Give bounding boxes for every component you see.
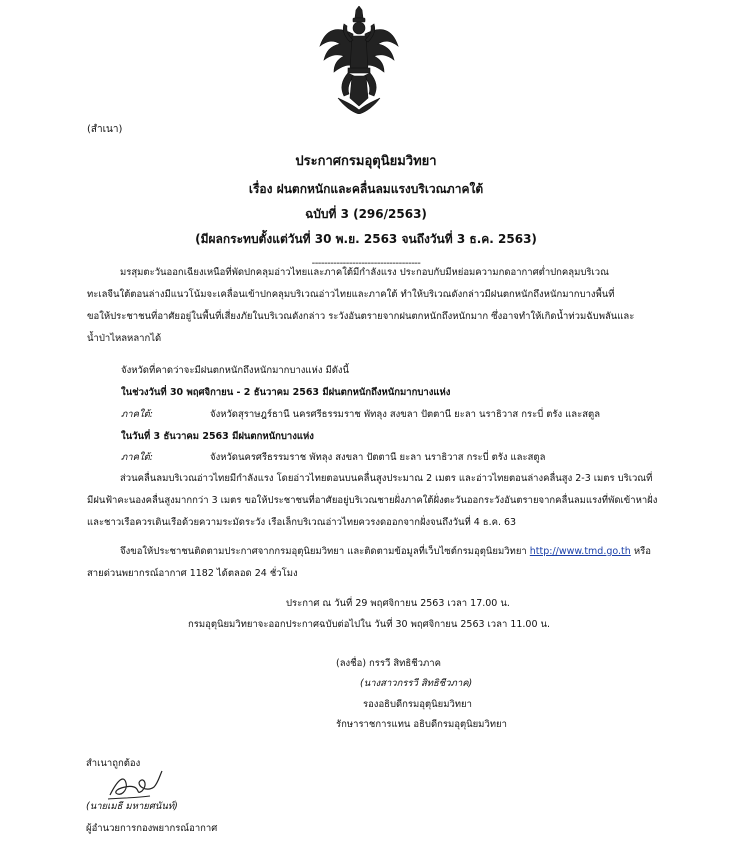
paragraph-line: [87, 541, 651, 563]
certified-copy-label: สำเนาถูกต้อง: [86, 758, 141, 769]
signer-position: รองอธิบดีกรมอุตุนิยมวิทยา: [363, 699, 472, 710]
certifier-position: ผู้อำนวยการกองพยากรณ์อากาศ: [86, 823, 218, 834]
period1-region-text: จังหวัดสุราษฎร์ธานี นครศรีธรรมราช พัทลุง สงขลา ปัตตานี ยะลา นราธิวาส กระบี่ ตรัง และสตูล: [210, 409, 601, 420]
effective-period: (มีผลกระทบตั้งแต่วันที่ 30 พ.ย. 2563 จนถึงวันที่ 3 ธ.ค. 2563): [195, 232, 537, 246]
paragraph-waves: [87, 468, 657, 534]
paragraph-line: ส่วนคลื่นลมบริเวณอ่าวไทยมีกำลังแรง โดยอ่าวไทยตอนบนคลื่นสูงประมาณ 2 เมตร และอ่าวไทยตอนล่างคลื่นสูง 2-3 เมตร บริเวณที่: [120, 473, 653, 484]
period1-heading: ในช่วงวันที่ 30 พฤศจิกายน - 2 ธันวาคม 2563 มีฝนตกหนักถึงหนักมากบางแห่ง: [121, 387, 451, 398]
paragraph-line: มีฝนฟ้าคะนองคลื่นสูงมากกว่า 3 เมตร ขอให้ประชาชนที่อาศัยอยู่บริเวณชายฝั่งภาคใต้ฝั่งตะวันออกระวังอันตรายจากคลื่นลมแรงที่พัดเข้าหาฝั่ง: [87, 495, 658, 506]
period2-region-label: ภาคใต้:: [121, 452, 153, 463]
paragraph-line: และชาวเรือควรเดินเรือด้วยความระมัดระวัง เรือเล็กบริเวณอ่าวไทยควรงดออกจากฝั่งจนถึงวันที่ 4 ธ.ค. 63: [87, 517, 517, 528]
garuda-emblem-icon: [318, 6, 400, 114]
tmd-website-link[interactable]: http://www.tmd.go.th: [529, 546, 631, 557]
paragraph-line: ขอให้ประชาชนที่อาศัยอยู่ในพื้นที่เสี่ยงภัยในบริเวณดังกล่าว ระวังอันตรายจากฝนตกหนักถึงหนักมาก ซึ่งอาจทำให้เกิดน้ำท่วมฉับพลันและ: [87, 311, 635, 322]
handwritten-signature-icon: [100, 765, 170, 803]
followup-text: จึงขอให้ประชาชนติดตามประกาศจากกรมอุตุนิยมวิทยา และติดตามข้อมูลที่เว็บไซต์กรมอุตุนิยมวิทยา: [120, 546, 527, 557]
period2-region-text: จังหวัดนครศรีธรรมราช พัทลุง สงขลา ปัตตานี ยะลา นราธิวาส กระบี่ ตรัง และสตูล: [210, 452, 546, 463]
period1-region-label: ภาคใต้:: [121, 409, 153, 420]
provinces-intro: จังหวัดที่คาดว่าจะมีฝนตกหนักถึงหนักมากบางแห่ง มีดังนี้: [121, 365, 350, 376]
signer-name: (นางสาวกรรวี สิทธิชีวภาค): [360, 678, 473, 689]
followup-suffix: หรือ: [633, 546, 651, 557]
page-title: ประกาศกรมอุตุนิยมวิทยา: [295, 154, 437, 169]
copy-mark: (สำเนา): [87, 124, 123, 135]
period2-heading: ในวันที่ 3 ธันวาคม 2563 มีฝนตกหนักบางแห่ง: [121, 431, 314, 442]
separator-line: -----------------------------------: [311, 258, 421, 269]
paragraph-line: สายด่วนพยากรณ์อากาศ 1182 ได้ตลอด 24 ชั่วโมง: [87, 568, 298, 579]
certifier-name: (นายเมธี มหายศนันท์): [86, 801, 178, 812]
paragraph-line: มรสุมตะวันออกเฉียงเหนือที่พัดปกคลุมอ่าวไทยและภาคใต้มีกำลังแรง ประกอบกับมีหย่อมความกดอากาศต่ำปกคลุมบริเวณ: [120, 267, 609, 278]
subject-line: เรื่อง ฝนตกหนักและคลื่นลมแรงบริเวณภาคใต้: [248, 182, 484, 196]
paragraph-forecast: [87, 262, 634, 350]
paragraph-line: ทะเลจีนใต้ตอนล่างมีแนวโน้มจะเคลื่อนเข้าปกคลุมบริเวณอ่าวไทยและภาคใต้ ทำให้บริเวณดังกล่าวมีฝนตกหนักถึงหนักมากบางพื้นที่: [87, 289, 615, 300]
next-issue-date: กรมอุตุนิยมวิทยาจะออกประกาศฉบับต่อไปใน วันที่ 30 พฤศจิกายน 2563 เวลา 11.00 น.: [188, 619, 551, 630]
signer-acting-position: รักษาราชการแทน อธิบดีกรมอุตุนิยมวิทยา: [336, 719, 507, 730]
paragraph-line: น้ำป่าไหลหลากได้: [87, 333, 162, 344]
signed-by: (ลงชื่อ) กรรวี สิทธิชีวภาค: [336, 658, 441, 669]
announced-date: ประกาศ ณ วันที่ 29 พฤศจิกายน 2563 เวลา 17.00 น.: [286, 598, 510, 609]
issue-number: ฉบับที่ 3 (296/2563): [305, 207, 427, 221]
paragraph-followup: [87, 541, 651, 585]
